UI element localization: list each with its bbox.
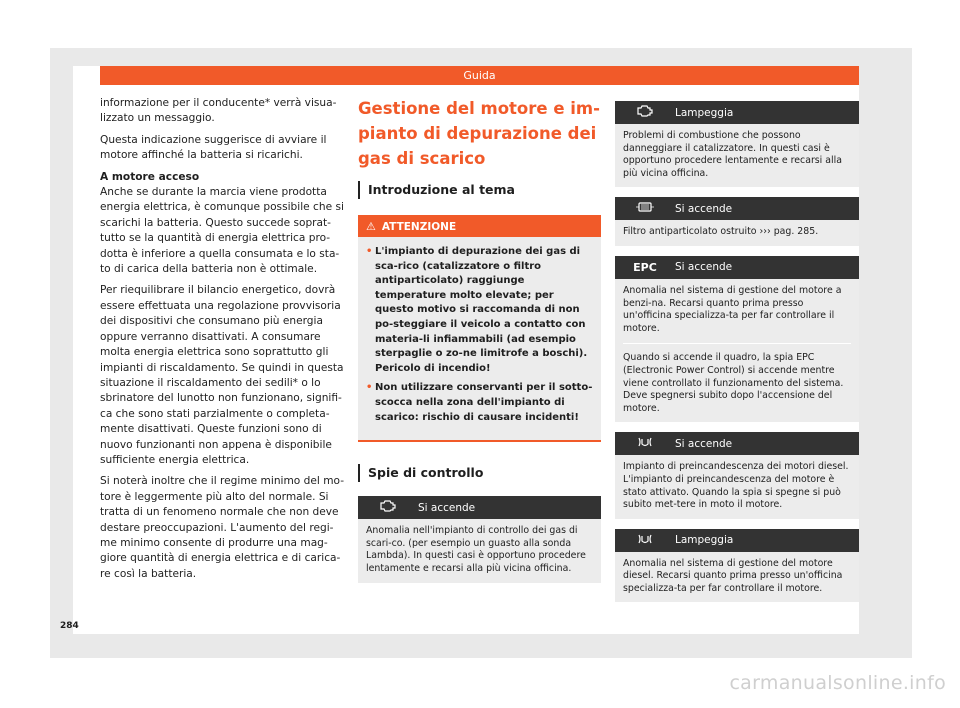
- glow-plug-icon: [615, 436, 675, 451]
- lamp-text: Anomalia nel sistema di gestione del motore a benzi-na. Recarsi quanto prima presso un'officina specializza-ta per far controllare il motore.: [623, 284, 842, 334]
- lamp-header: [615, 432, 859, 455]
- warning-triangle-icon: ⚠: [366, 220, 376, 233]
- lamp-text: Anomalia nel sistema di gestione del motore diesel. Recarsi quanto prima presso un'officina specializza-ta per far controllare il motore.: [623, 557, 843, 594]
- lamp-text: Anomalia nell'impianto di controllo dei gas di scari-co. (per esempio un guasto alla sonda Lambda). In questi casi è opportuno procedere lentamente e recarsi alla più vicina officina.: [366, 525, 586, 574]
- lamp-text: Filtro antiparticolato ostruito ››› pag. 285.: [623, 226, 819, 238]
- indicator-lamp-card: [615, 101, 859, 187]
- section-title: Introduzione al tema: [358, 181, 601, 199]
- lamp-header: [358, 496, 601, 519]
- bullet-icon: •: [366, 246, 373, 257]
- middle-column: [358, 96, 601, 583]
- indicator-lamp-card: [615, 529, 859, 603]
- lamp-header: [615, 529, 859, 552]
- lamp-description: [615, 455, 859, 518]
- page-number: 284: [60, 621, 79, 631]
- paragraph: Anche se durante la marcia viene prodotta energia elettrica, è comunque possibile che si scarichi la batteria. Questo succede soprat-tutto se la quantità di energia elettrica pro-dotta è inferiore a quella consumata e lo sta-to di carica della batteria non è ottimale.: [100, 186, 344, 276]
- section-title: Spie di controllo: [358, 464, 601, 482]
- indicator-lamp-card: [358, 496, 601, 582]
- paragraph: informazione per il conducente* verrà visua-lizzato un messaggio.: [100, 97, 337, 125]
- section-header: Guida: [100, 66, 859, 85]
- paragraph: Si noterà inoltre che il regime minimo del mo-tore è leggermente più alto del normale. Si tratta di un fenomeno normale che non deve destare preoccupazioni. L'aumento del regi-me minimo consente di produrre una mag-giore quantità di energia elettrica e di carica-re così la batteria.: [100, 475, 345, 580]
- lamp-text: Problemi di combustione che possono danneggiare il catalizzatore. In questi casi è opportuno procedere lentamente e recarsi alla più vicina officina.: [623, 130, 842, 179]
- indicator-lamp-card: [615, 256, 859, 422]
- lamp-description: [615, 220, 859, 246]
- lamp-description: [615, 124, 859, 187]
- lamp-status: Si accende: [675, 437, 733, 450]
- lamp-description: [615, 552, 859, 603]
- indicator-lamp-card: [615, 432, 859, 518]
- lamp-status: Si accende: [675, 261, 733, 274]
- lamp-header: [615, 101, 859, 124]
- exhaust-icon: [358, 500, 418, 515]
- lamp-status: Si accende: [418, 501, 476, 514]
- left-column: [100, 96, 345, 588]
- paragraph: Questa indicazione suggerisce di avviare il motore affinché la batteria si ricarichi.: [100, 133, 327, 162]
- chapter-title: Gestione del motore e im-pianto di depurazione dei gas di scarico: [358, 99, 600, 168]
- right-column: [615, 101, 859, 612]
- epc-icon: EPC: [633, 260, 657, 274]
- lamp-status: Lampeggia: [675, 106, 734, 119]
- warning-text: L'impianto di depurazione dei gas di sca-rico (catalizzatore o filtro antiparticolato) raggiunge temperature molto elevate; per questo motivo si raccomanda di non po-steggiare il veicolo a contatto con materia-li infiammabili (ad esempio sterpaglie o zo-ne limitrofe a boschi). Pericolo di incendio!: [375, 246, 588, 374]
- lamp-text: Impianto di preincandescenza dei motori diesel. L'impianto di preincandescenza del motore è stato attivato. Quando la spia si spegne si può subito met-tere in moto il motore.: [623, 461, 849, 511]
- lamp-description: [615, 279, 859, 422]
- lamp-status: Si accende: [675, 202, 733, 215]
- warning-item: [366, 245, 593, 376]
- indicator-lamp-card: [615, 197, 859, 246]
- paragraph: Per riequilibrare il bilancio energetico, dovrà essere effettuata una regolazione provvisoria dei dispositivi che consumano più energia oppure verranno disattivati. A consumare molta energia elettrica sono soprattutto gli impianti di riscaldamento. Se quindi in questa situazione il riscaldamento dei sedili* o lo sbrinatore del lunotto non funzionano, signifi-ca che sono stati parzialmente o completa-mente disattivati. Queste funzioni sono di nuovo funzionanti non appena è disponibile sufficiente energia elettrica.: [100, 284, 344, 466]
- lamp-header: [615, 197, 859, 220]
- warning-label: ATTENZIONE: [381, 221, 457, 233]
- bullet-icon: •: [366, 382, 373, 394]
- warning-item: [366, 381, 593, 425]
- exhaust-icon: [615, 105, 675, 120]
- lamp-text: Quando si accende il quadro, la spia EPC (Electronic Power Control) si accende mentre viene controllato il funzionamento del sistema. Deve spegnersi subito dopo l'accensione del motore.: [623, 343, 851, 415]
- lamp-header: [615, 256, 859, 279]
- lamp-description: [358, 519, 601, 582]
- lamp-status: Lampeggia: [675, 534, 734, 547]
- watermark: carmanualsonline.info: [729, 672, 946, 694]
- warning-header: [358, 217, 601, 237]
- warning-text: Non utilizzare conservanti per il sotto-scocca nella zona dell'impianto di scarico: rischio di causare incidenti!: [375, 382, 593, 423]
- warning-box: [358, 215, 601, 442]
- subheading: A motore acceso: [100, 170, 200, 183]
- glow-plug-icon: [615, 533, 675, 548]
- particulate-filter-icon: [615, 201, 675, 216]
